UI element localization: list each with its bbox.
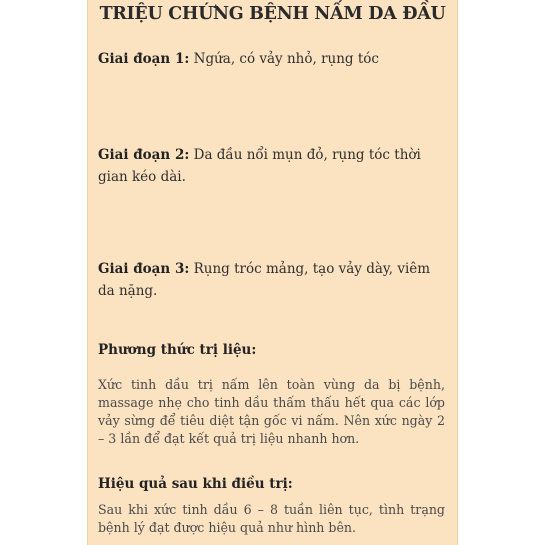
stage-2 <box>98 144 445 188</box>
result-text: Sau khi xức tinh dầu 6 – 8 tuần liên tục, tình trạng bệnh lý đạt được hiệu quả như hình bên. <box>98 502 445 535</box>
stage-3-label: Giai đoạn 3: <box>98 261 190 277</box>
stage-3 <box>98 258 445 302</box>
stage-2-text: Da đầu nổi mụn đỏ, rụng tóc thời gian kéo dài. <box>98 147 421 185</box>
treatment-text: Xức tinh dầu trị nấm lên toàn vùng da bị bệnh, massage nhẹ cho tinh dầu thấm thấu hết qua các lớp vảy sừng để tiêu diệt tận gốc vi nấm. Nên xức ngày 2 – 3 lần để đạt kết quả trị liệu nhanh hơn. <box>98 377 445 446</box>
stage-3-text: Rụng tróc mảng, tạo vảy dày, viêm da nặng. <box>98 261 431 299</box>
stage-1 <box>98 48 445 70</box>
stage-1-text: Ngứa, có vảy nhỏ, rụng tóc <box>193 51 379 67</box>
treatment-heading: Phương thức trị liệu: <box>98 342 257 358</box>
result-heading: Hiệu quả sau khi điều trị: <box>98 476 293 492</box>
symptom-panel <box>87 0 458 545</box>
stage-2-label: Giai đoạn 2: <box>98 147 190 163</box>
stage-1-label: Giai đoạn 1: <box>98 51 190 67</box>
page-title: TRIỆU CHỨNG BỆNH NẤM DA ĐẦU <box>99 4 446 24</box>
